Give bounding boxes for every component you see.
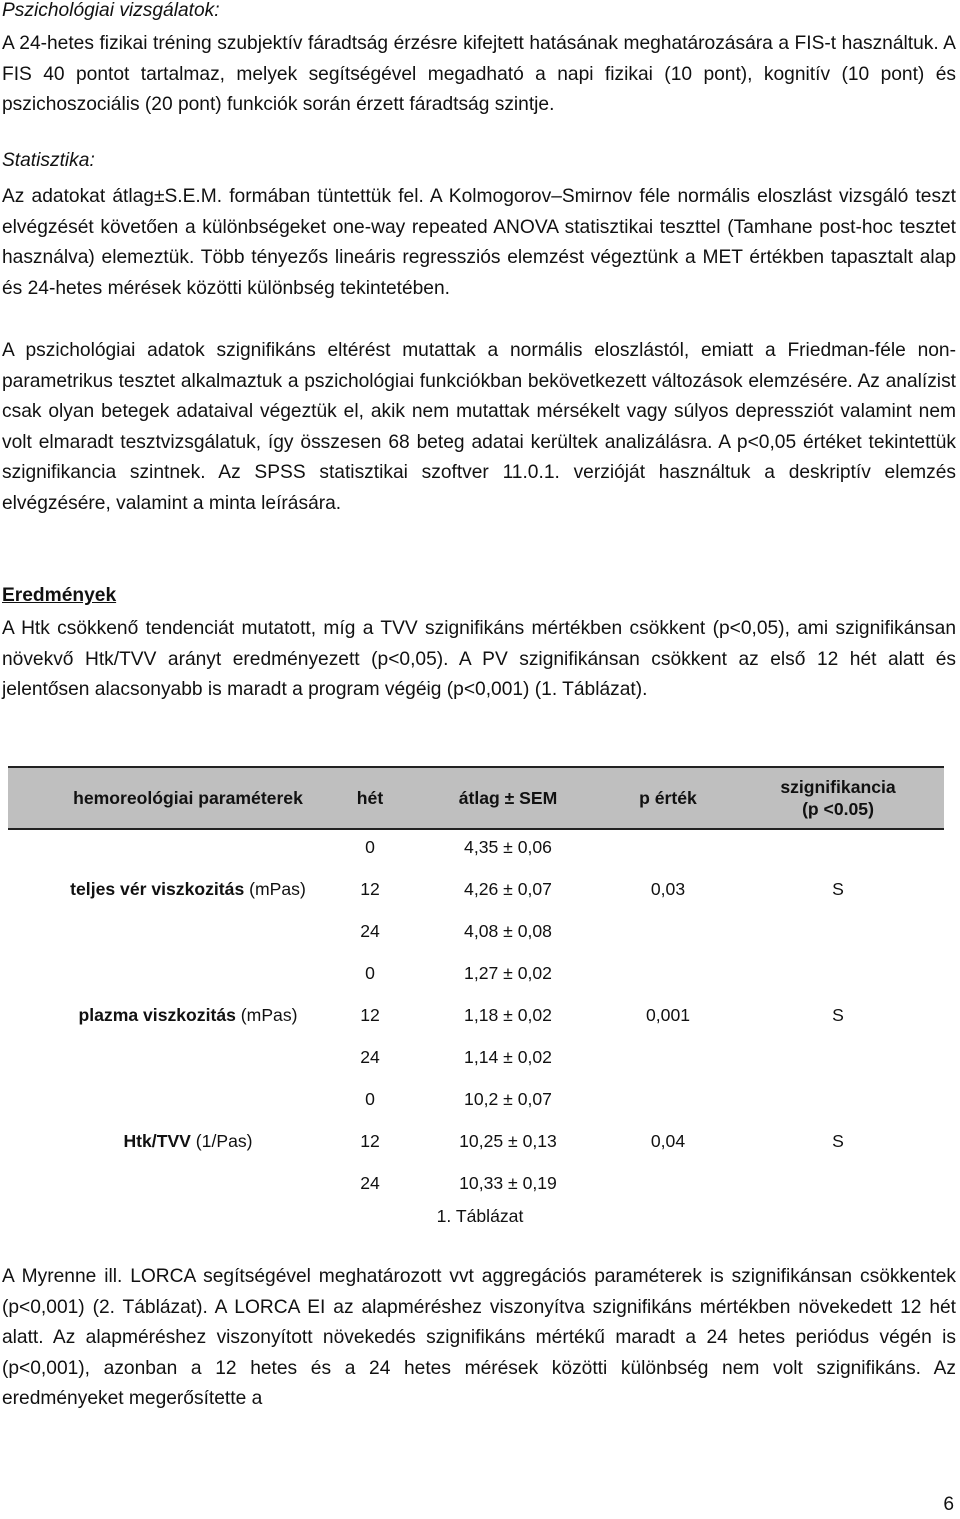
stat-section-title: Statisztika: bbox=[2, 150, 95, 171]
table-cell-parameter bbox=[38, 1120, 338, 1162]
table-cell-parameter bbox=[38, 994, 338, 1036]
table-cell-week: 0 bbox=[365, 962, 375, 983]
parameter-unit: (mPas) bbox=[235, 1004, 298, 1025]
table-cell-mean: 10,25 ± 0,13 bbox=[459, 1130, 557, 1151]
table-cell-week: 0 bbox=[365, 836, 375, 857]
table-cell-mean: 4,08 ± 0,08 bbox=[464, 920, 552, 941]
stat-section-text: Az adatokat átlag±S.E.M. formában tüntettük fel. A Kolmogorov–Smirnov féle normális eloszlást vizsgáló teszt elvégzését követően a különbségeket one-way repeated ANOVA statisztikai teszttel (Tamhane post-hoc tesztet használva) elemeztük. Több tényezős lineáris regressziós elemzést végeztünk a MET értékben tapasztalt alap és 24-hetes mérések közötti különbség tekintetében. bbox=[2, 186, 956, 299]
table-cell-significance: S bbox=[832, 878, 844, 899]
table-cell-mean: 10,33 ± 0,19 bbox=[459, 1172, 557, 1193]
parameter-unit: (1/Pas) bbox=[190, 1130, 253, 1151]
table-header-row bbox=[8, 766, 944, 830]
header-mean: átlag ± SEM bbox=[458, 788, 558, 808]
table-cell-p-value: 0,001 bbox=[645, 1004, 691, 1025]
header-week: hét bbox=[356, 788, 384, 808]
psych-section-title: Pszichológiai vizsgálatok: bbox=[2, 0, 220, 21]
hemorheology-table bbox=[8, 766, 944, 830]
table-cell-mean: 1,14 ± 0,02 bbox=[464, 1046, 552, 1067]
parameter-name: Htk/TVV bbox=[123, 1130, 191, 1151]
parameter-unit: (mPas) bbox=[244, 878, 306, 899]
table-cell-mean: 10,2 ± 0,07 bbox=[464, 1088, 552, 1109]
table-cell-week: 24 bbox=[360, 1172, 380, 1193]
parameter-name: plazma viszkozitás bbox=[78, 1004, 236, 1025]
table-caption: 1. Táblázat bbox=[436, 1206, 524, 1226]
table-cell-p-value: 0,03 bbox=[650, 878, 686, 899]
table-cell-week: 12 bbox=[360, 1004, 380, 1025]
table-cell-significance: S bbox=[832, 1004, 844, 1025]
results-heading: Eredmények bbox=[2, 585, 117, 606]
table-cell-week: 12 bbox=[360, 1130, 380, 1151]
table-cell-parameter bbox=[38, 868, 338, 910]
table-cell-mean: 1,18 ± 0,02 bbox=[464, 1004, 552, 1025]
header-param: hemoreológiai paraméterek bbox=[73, 788, 303, 808]
results-text: A Htk csökkenő tendenciát mutatott, míg a TVV szignifikáns mértékben csökkent (p<0,05), ami szignifikánsan növekvő Htk/TVV arányt eredményezett (p<0,05). A PV szignifikánsan csökkent az első 12 hét alatt és jelentősen alacsonyabb is maradt a program végéig (p<0,001) (1. Táblázat). bbox=[2, 618, 956, 701]
table-cell-significance: S bbox=[832, 1130, 844, 1151]
parameter-name: teljes vér viszkozitás bbox=[70, 878, 245, 899]
table-cell-mean: 4,26 ± 0,07 bbox=[464, 878, 552, 899]
header-significance bbox=[748, 768, 928, 828]
table-cell-week: 24 bbox=[360, 920, 380, 941]
header-p: p érték bbox=[639, 788, 697, 808]
table-cell-mean: 1,27 ± 0,02 bbox=[464, 962, 552, 983]
table-cell-week: 24 bbox=[360, 1046, 380, 1067]
psych-section-text: A 24-hetes fizikai tréning szubjektív fáradtság érzésre kifejtett hatásának meghatározására a FIS-t használtuk. A FIS 40 pontot tartalmaz, melyek segítségével megadható a napi fizikai (10 pont), kognitív (10 pont) és pszichoszociális (20 pont) funkciók során érzett fáradtság szintje. bbox=[2, 33, 956, 116]
table-cell-p-value: 0,04 bbox=[650, 1130, 686, 1151]
table-cell-mean: 4,35 ± 0,06 bbox=[464, 836, 552, 857]
table-cell-week: 12 bbox=[360, 878, 380, 899]
after-table-text: A Myrenne ill. LORCA segítségével meghatározott vvt aggregációs paraméterek is szignifikánsan csökkentek (p<0,001) (2. Táblázat). A LORCA EI az alapméréshez viszonyítva szignifikáns mértékben növekedett 12 hét alatt. Az alapméréshez viszonyított növekedés szignifikáns mértékű maradt a 24 hetes periódus végén is (p<0,001), azonban a 12 hetes és a 24 hetes mérések közötti különbség nem volt szignifikáns. Az eredményeket megerősítette a bbox=[2, 1266, 956, 1410]
table-cell-week: 0 bbox=[365, 1088, 375, 1109]
stat-section-text-2: A pszichológiai adatok szignifikáns eltérést mutattak a normális eloszlástól, emiatt a Friedman-féle non-parametrikus tesztet alkalmaztuk a pszichológiai funkciókban bekövetkezett változások elemzésére. Az analízist csak olyan betegek adataival végeztük el, akik nem mutattak mérsékelt vagy súlyos depressziót valamint nem volt elmaradt tesztvizsgálatuk, így összesen 68 beteg adatai kerültek analizálásra. A p<0,05 értéket tekintettük szignifikancia szintnek. Az SPSS statisztikai szoftver 11.0.1. verzióját használtuk a deskriptív elemzés elvégzésére, valamint a minta leírására. bbox=[2, 340, 956, 514]
header-sig-line1: szignifikancia bbox=[780, 777, 896, 797]
page-number: 6 bbox=[943, 1494, 954, 1515]
header-sig-line2: (p <0.05) bbox=[802, 799, 874, 819]
